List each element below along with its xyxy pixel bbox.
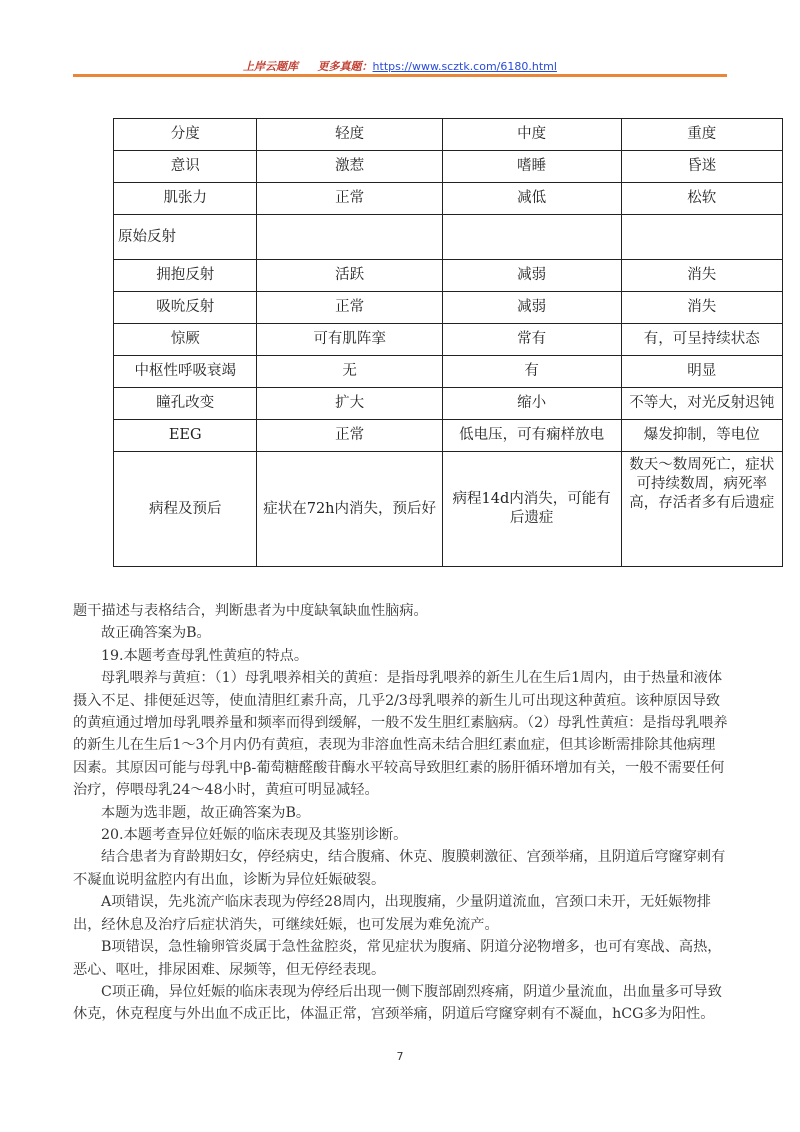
table-cell: 中枢性呼吸衰竭 bbox=[114, 356, 257, 388]
paragraph: 结合患者为育龄期妇女，停经病史，结合腹痛、休克、腹膜刺激征、宫颈举痛，且阴道后穹窿穿刺有不凝血说明盆腔内有出血，诊断为异位妊娠破裂。 bbox=[73, 849, 726, 888]
table-cell: 无 bbox=[257, 356, 442, 388]
paragraph: 母乳喂养与黄疸：（1）母乳喂养相关的黄疸：是指母乳喂养的新生儿在生后1周内，由于热量和液体摄入不足、排便延迟等，使血清胆红素升高，几乎2/3母乳喂养的新生儿可出现这种黄疸。该种原因导致的黄疸通过增加母乳喂养量和频率而得到缓解，一般不发生胆红素脑病。（2）母乳性黄疸：是指母乳喂养的新生儿在生后1～3个月内仍有黄疸，表现为非溶血性高未结合胆红素血症，但其诊断需排除其他病理因素。其原因可能与母乳中β-葡萄糖醛酸苷酶水平较高导致胆红素的肠肝循环增加有关，一般不需要任何治疗，停喂母乳24～48小时，黄疸可明显减轻。 bbox=[73, 670, 728, 799]
page-header bbox=[0, 58, 800, 74]
table-cell: 扩大 bbox=[257, 388, 442, 420]
table-row bbox=[114, 292, 783, 324]
table-row bbox=[114, 151, 783, 183]
table-row bbox=[114, 119, 783, 151]
header-url-link[interactable]: https://www.scztk.com/6180.html bbox=[372, 60, 557, 73]
table-row bbox=[114, 452, 783, 567]
table-cell: 症状在72h内消失，预后好 bbox=[257, 452, 442, 567]
table-cell: EEG bbox=[114, 420, 257, 452]
table-cell: 吸吮反射 bbox=[114, 292, 257, 324]
table-cell: 正常 bbox=[257, 420, 442, 452]
table-cell: 正常 bbox=[257, 183, 442, 215]
table-row bbox=[114, 420, 783, 452]
table-cell: 昏迷 bbox=[621, 151, 782, 183]
table-row bbox=[114, 215, 783, 260]
table-cell: 数天～数周死亡，症状可持续数周，病死率高，存活者多有后遗症 bbox=[621, 452, 782, 567]
table-cell: 爆发抑制，等电位 bbox=[621, 420, 782, 452]
table-row bbox=[114, 183, 783, 215]
table-cell: 可有肌阵挛 bbox=[257, 324, 442, 356]
table-cell: 分度 bbox=[114, 119, 257, 151]
table-cell: 减弱 bbox=[442, 260, 621, 292]
table-row bbox=[114, 388, 783, 420]
paragraph: B项错误，急性输卵管炎属于急性盆腔炎，常见症状为腹痛、阴道分泌物增多，也可有寒战、高热，恶心、呕吐，排尿困难、尿频等，但无停经表现。 bbox=[73, 939, 722, 978]
table-cell: 重度 bbox=[621, 119, 782, 151]
table-cell: 消失 bbox=[621, 260, 782, 292]
table-cell bbox=[442, 215, 621, 260]
explanation-body bbox=[73, 600, 728, 1026]
table-cell: 激惹 bbox=[257, 151, 442, 183]
table-cell: 轻度 bbox=[257, 119, 442, 151]
table-cell: 病程及预后 bbox=[114, 452, 257, 567]
paragraph: 题干描述与表格结合，判断患者为中度缺氧缺血性脑病。 bbox=[73, 603, 428, 619]
table-cell: 缩小 bbox=[442, 388, 621, 420]
table-cell: 减弱 bbox=[442, 292, 621, 324]
paragraph: 19.本题考查母乳性黄疸的特点。 bbox=[101, 647, 309, 664]
table-cell: 消失 bbox=[621, 292, 782, 324]
table-cell: 不等大，对光反射迟钝 bbox=[621, 388, 782, 420]
table-cell: 常有 bbox=[442, 324, 621, 356]
table-cell bbox=[257, 215, 442, 260]
page-number: 7 bbox=[396, 1050, 404, 1063]
table-row bbox=[114, 356, 783, 388]
table-cell: 嗜睡 bbox=[442, 151, 621, 183]
paragraph: C项正确，异位妊娠的临床表现为停经后出现一侧下腹部剧烈疼痛，阴道少量流血，出血量多可导致休克，休克程度与外出血不成正比，体温正常，宫颈举痛，阴道后穹窿穿刺有不凝血，hCG多为阳性。 bbox=[73, 983, 722, 1023]
table-cell: 明显 bbox=[621, 356, 782, 388]
table-cell: 拥抱反射 bbox=[114, 260, 257, 292]
header-brand: 上岸云题库 bbox=[243, 60, 299, 73]
table-cell: 低电压，可有痫样放电 bbox=[442, 420, 621, 452]
table-cell: 意识 bbox=[114, 151, 257, 183]
table-cell: 中度 bbox=[442, 119, 621, 151]
table-row bbox=[114, 260, 783, 292]
table-cell: 有，可呈持续状态 bbox=[621, 324, 782, 356]
paragraph: 本题为选非题，故正确答案为B。 bbox=[101, 804, 311, 821]
table-cell: 松软 bbox=[621, 183, 782, 215]
table-cell: 瞳孔改变 bbox=[114, 388, 257, 420]
hie-grading-table bbox=[113, 118, 783, 567]
header-more-label: 更多真题： bbox=[317, 60, 373, 73]
paragraph: A项错误，先兆流产临床表现为停经28周内，出现腹痛，少量阴道流血，宫颈口未开，无妊娠物排出，经休息及治疗后症状消失，可继续妊娠，也可发展为难免流产。 bbox=[73, 894, 711, 933]
table-cell bbox=[621, 215, 782, 260]
paragraph: 20.本题考查异位妊娠的临床表现及其鉴别诊断。 bbox=[101, 827, 408, 844]
table-cell: 肌张力 bbox=[114, 183, 257, 215]
table-cell: 有 bbox=[442, 356, 621, 388]
table-cell: 减低 bbox=[442, 183, 621, 215]
table-cell: 正常 bbox=[257, 292, 442, 324]
table-row bbox=[114, 324, 783, 356]
paragraph: 故正确答案为B。 bbox=[101, 625, 211, 642]
header-divider bbox=[73, 74, 727, 77]
table-cell: 惊厥 bbox=[114, 324, 257, 356]
table-cell: 病程14d内消失，可能有后遗症 bbox=[442, 452, 621, 567]
table-cell: 活跃 bbox=[257, 260, 442, 292]
table-cell: 原始反射 bbox=[114, 215, 257, 260]
